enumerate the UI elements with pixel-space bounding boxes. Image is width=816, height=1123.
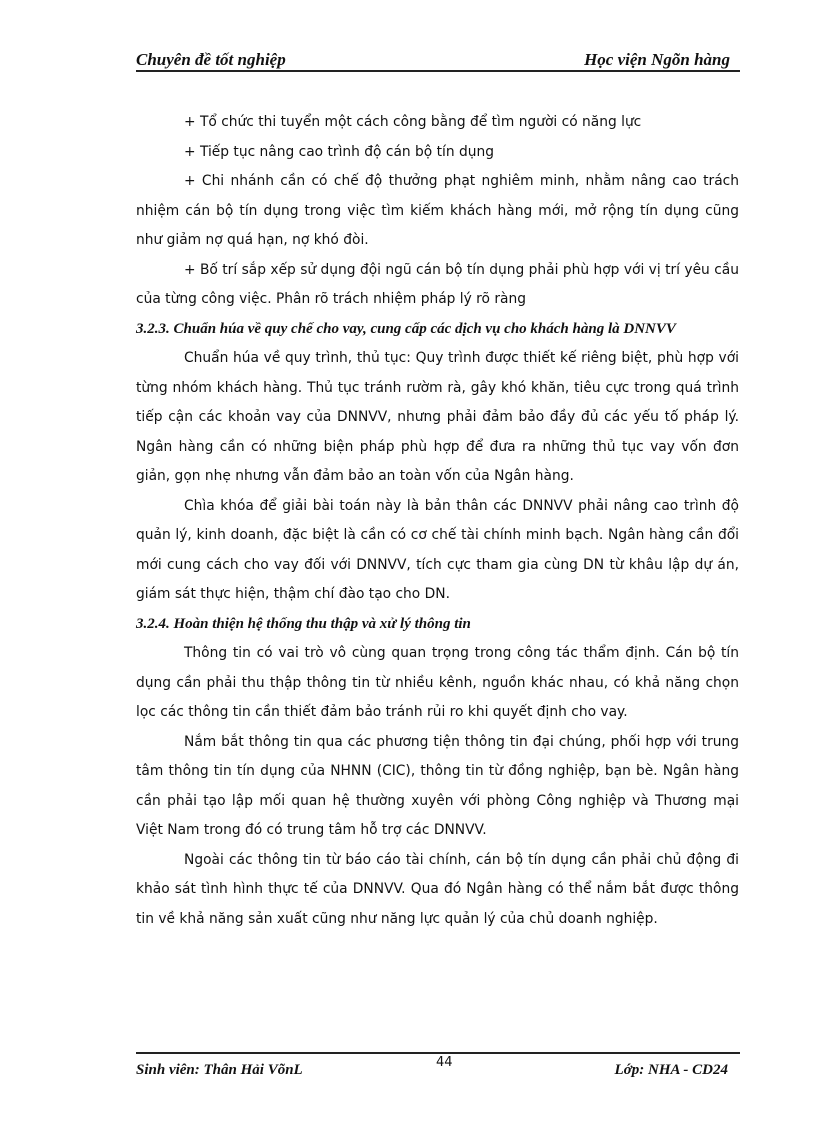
section-heading-3-2-3: 3.2.3. Chuẩn húa về quy chế cho vay, cung cấp các dịch vụ cho khách hàng là DNNVV (136, 320, 676, 337)
section-heading-3-2-4: 3.2.4. Hoàn thiện hệ thống thu thập và xử lý thông tin (136, 615, 471, 632)
header-document-title: Chuyên đề tốt nghiệp (136, 50, 286, 69)
footer-student-name: Sinh viên: Thân Hải VõnL (136, 1062, 303, 1078)
page-header (136, 48, 740, 72)
footer-class: Lớp: NHA - CD24 (614, 1062, 728, 1078)
paragraph-bullet-2: + Tiếp tục nâng cao trình độ cán bộ tín dụng (184, 143, 494, 160)
page-body (136, 108, 739, 934)
page-footer (136, 1052, 740, 1084)
page-number: 44 (436, 1055, 453, 1070)
paragraph: Ngoài các thông tin từ báo cáo tài chính, cán bộ tín dụng cần phải chủ động đi khảo sát tình hình thực tế của DNNVV. Qua đó Ngân hàng có thể nắm bắt được thông tin về khả năng sản xuất cũng như năng lực quản lý của chủ doanh nghiệp. (136, 851, 739, 927)
paragraph: Chìa khóa để giải bài toán này là bản thân các DNNVV phải nâng cao trình độ quản lý, kinh doanh, đặc biệt là cần có cơ chế tài chính minh bạch. Ngân hàng cần đổi mới cung cách cho vay đối với DNNVV, tích cực tham gia cùng DN từ khâu lập dự án, giám sát thực hiện, thậm chí đào tạo cho DN. (136, 497, 739, 602)
paragraph-bullet-3: + Chi nhánh cần có chế độ thưởng phạt nghiêm minh, nhằm nâng cao trách nhiệm cán bộ tín dụng trong việc tìm kiếm khách hàng mới, mở rộng tín dụng cũng như giảm nợ quá hạn, nợ khó đòi. (136, 173, 739, 248)
paragraph-bullet-4: + Bố trí sắp xếp sử dụng đội ngũ cán bộ tín dụng phải phù hợp với vị trí yêu cầu của từng công việc. Phân rõ trách nhiệm pháp lý rõ ràng (136, 261, 739, 307)
header-institution: Học viện Ngõn hàng (584, 50, 730, 69)
paragraph: Nắm bắt thông tin qua các phương tiện thông tin đại chúng, phối hợp với trung tâm thông tin tín dụng của NHNN (CIC), thông tin từ đồng nghiệp, bạn bè. Ngân hàng cần phải tạo lập mối quan hệ thường xuyên với phòng Công nghiệp và Thương mại Việt Nam trong đó có trung tâm hỗ trợ các DNNVV. (136, 733, 739, 838)
paragraph: Chuẩn húa về quy trình, thủ tục: Quy trình được thiết kế riêng biệt, phù hợp với từng nhóm khách hàng. Thủ tục tránh rườm rà, gây khó khăn, tiêu cực trong quá trình tiếp cận các khoản vay của DNNVV, nhưng phải đảm bảo đầy đủ các yếu tố pháp lý. Ngân hàng cần có những biện pháp phù hợp để đưa ra những thủ tục vay vốn đơn giản, gọn nhẹ nhưng vẫn đảm bảo an toàn vốn của Ngân hàng. (136, 350, 739, 484)
paragraph: Thông tin có vai trò vô cùng quan trọng trong công tác thẩm định. Cán bộ tín dụng cần phải thu thập thông tin từ nhiều kênh, nguồn khác nhau, có khả năng chọn lọc các thông tin cần thiết đảm bảo tránh rủi ro khi quyết định cho vay. (136, 645, 739, 720)
paragraph-bullet-1: + Tổ chức thi tuyển một cách công bằng để tìm người có năng lực (184, 114, 642, 130)
